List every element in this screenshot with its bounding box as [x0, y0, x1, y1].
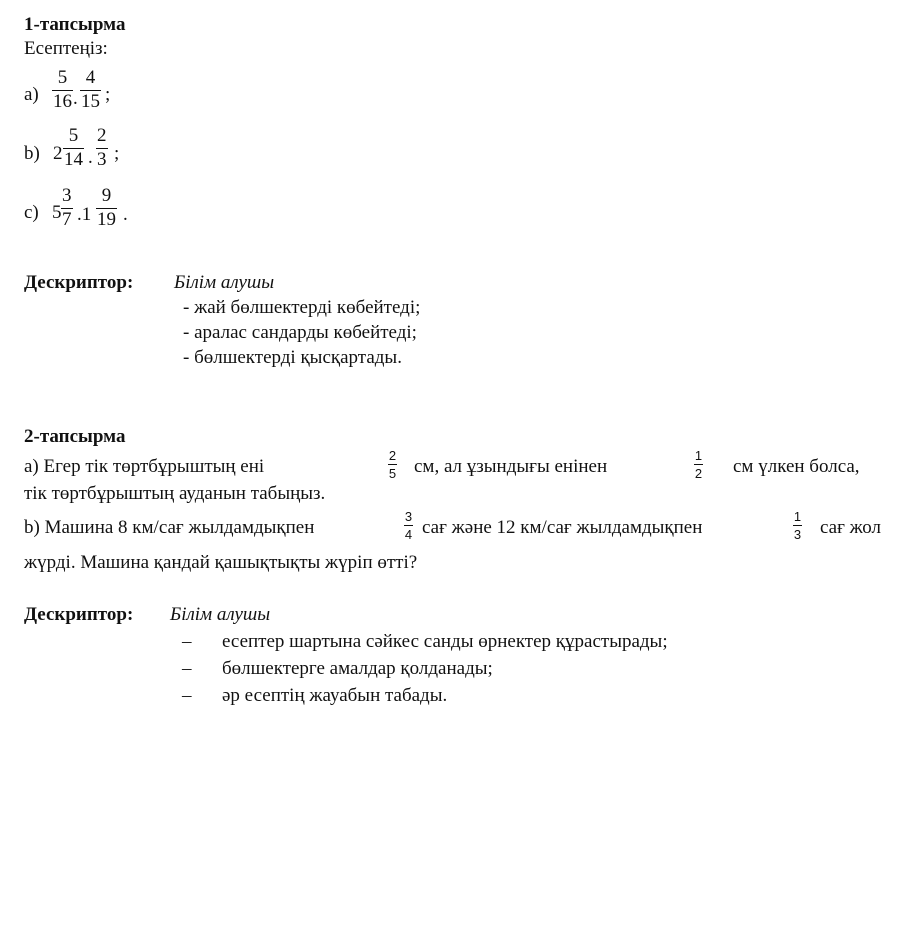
denominator: 16 — [53, 91, 72, 112]
dash-bullet: – — [182, 631, 192, 652]
fraction-bar — [793, 525, 802, 526]
task2-b-text-3: сағ жол — [820, 517, 882, 538]
denominator: 14 — [64, 149, 83, 170]
task2-b-text-line2: жүрді. Машина қандай қашықтықты жүріп өтті? — [24, 552, 418, 573]
numerator: 5 — [57, 67, 68, 88]
task1-descriptor-label: Дескриптор: — [24, 272, 134, 293]
task2-descriptor-subject: Білім алушы — [170, 604, 271, 625]
task2-a-text-3: см үлкен болса, — [733, 456, 860, 477]
task2-descriptor-item: есептер шартына сәйкес санды өрнектер құрастырады; — [222, 631, 668, 652]
numerator: 1 — [793, 509, 802, 524]
dash-bullet: – — [182, 658, 192, 679]
task2-b-text-1: b) Машина 8 км/сағ жылдамдықпен — [24, 517, 315, 538]
numerator: 9 — [101, 185, 112, 206]
numerator: 4 — [85, 67, 96, 88]
task2-a-text-line2: тік төртбұрыштың ауданын табыңыз. — [24, 483, 326, 504]
multiply-whole: .1 — [77, 204, 92, 225]
task1-descriptor-item: - жай бөлшектерді көбейтеді; — [183, 297, 421, 318]
denominator: 5 — [388, 466, 397, 481]
whole-number: 5 — [52, 202, 62, 223]
whole-number: 2 — [53, 143, 63, 164]
task1-a-fraction-2 — [80, 68, 101, 112]
task2-b-fraction-time1 — [404, 509, 413, 542]
denominator: 2 — [694, 466, 703, 481]
task1-c-fraction-1 — [61, 186, 73, 230]
task2-a-text-1: а) Егер тік төртбұрыштың ені — [24, 456, 265, 477]
task1-b-label: b) — [24, 143, 40, 164]
task1-b-fraction-1 — [63, 126, 84, 170]
numerator: 2 — [97, 125, 107, 146]
denominator: 3 — [97, 149, 107, 170]
task2-a-text-2: см, ал ұзындығы енінен — [414, 456, 608, 477]
task1-a-label: а) — [24, 84, 39, 105]
task2-descriptor-label: Дескриптор: — [24, 604, 134, 625]
numerator: 5 — [68, 125, 79, 146]
task2-descriptor-item: бөлшектерге амалдар қолданады; — [222, 658, 493, 679]
task2-title: 2-тапсырма — [24, 426, 126, 447]
task1-c-fraction-2 — [96, 186, 117, 230]
fraction-bar — [694, 464, 703, 465]
fraction-bar — [404, 525, 413, 526]
task1-descriptor-item: - аралас сандарды көбейтеді; — [183, 322, 417, 343]
task2-a-fraction-width — [388, 448, 397, 481]
numerator: 1 — [694, 448, 703, 463]
denominator: 19 — [97, 209, 116, 230]
task2-b-text-2: сағ және 12 км/сағ жылдамдықпен — [422, 517, 703, 538]
task1-c-label: с) — [24, 202, 39, 223]
denominator: 3 — [793, 527, 802, 542]
semicolon: ; — [114, 143, 120, 164]
denominator: 15 — [81, 91, 100, 112]
dash-bullet: – — [182, 685, 192, 706]
task2-descriptor-item: әр есептің жауабын табады. — [222, 685, 448, 706]
multiply-dot: . — [73, 88, 78, 109]
task1-a-fraction-1 — [52, 68, 73, 112]
numerator: 2 — [388, 448, 397, 463]
numerator: 3 — [404, 509, 413, 524]
task1-b-fraction-2 — [96, 126, 108, 170]
numerator: 3 — [62, 185, 72, 206]
task1-instruction: Есептеңіз: — [24, 38, 108, 59]
fraction-bar — [388, 464, 397, 465]
period: . — [123, 204, 128, 225]
task1-descriptor-item: - бөлшектерді қысқартады. — [183, 347, 402, 368]
task2-a-fraction-length — [694, 448, 703, 481]
task2-b-fraction-time2 — [793, 509, 802, 542]
denominator: 7 — [62, 209, 72, 230]
task1-title: 1-тапсырма — [24, 14, 126, 35]
task1-descriptor-subject: Білім алушы — [174, 272, 275, 293]
semicolon: ; — [105, 84, 111, 105]
multiply-dot: . — [88, 147, 93, 168]
denominator: 4 — [404, 527, 413, 542]
